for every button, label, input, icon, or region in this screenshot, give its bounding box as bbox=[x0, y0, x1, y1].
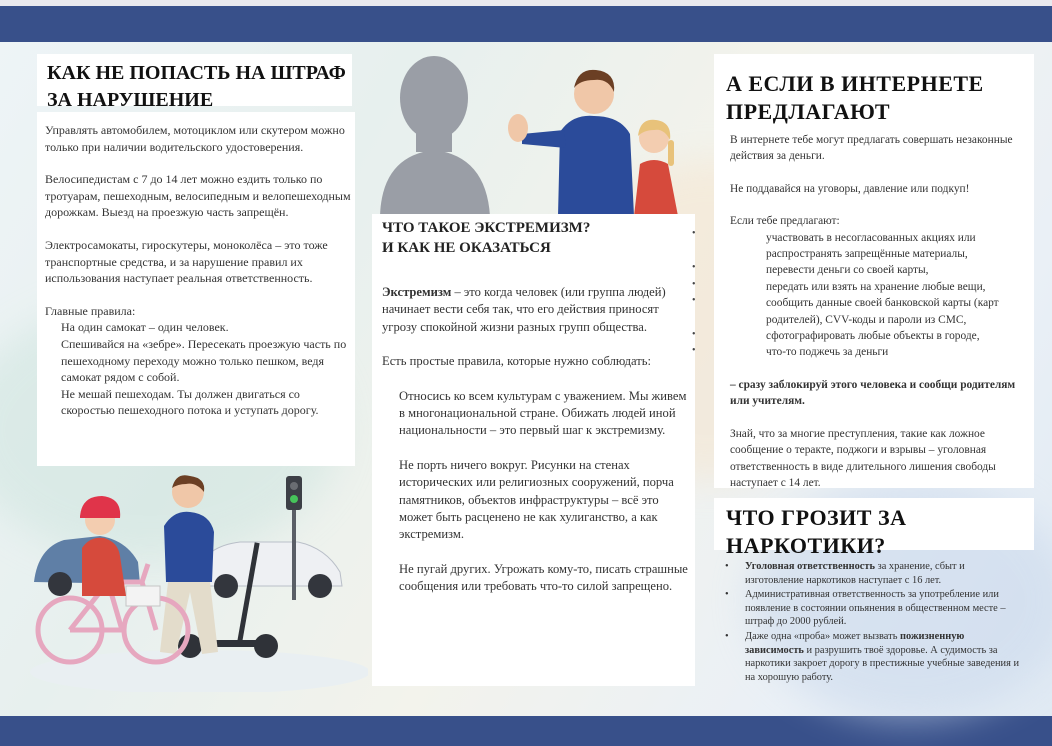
bullet-dot: • bbox=[692, 228, 696, 239]
fine-paragraph: Электросамокаты, гироскутеры, моноколёса – это тоже транспортные средства, и за нарушение правил их использования наступает реальная ответственность. bbox=[45, 237, 328, 286]
bullet-dot: • bbox=[692, 279, 696, 290]
offer-item: перевести деньги со своей карты, bbox=[766, 264, 929, 277]
internet-paragraph: Не поддавайся на уговоры, давление или подкуп! bbox=[730, 182, 970, 195]
drugs-item: • Уголовная ответственность за хранение, сбыт и изготовление наркотиков наступает с 16 лет. bbox=[725, 560, 1025, 587]
drugs-list bbox=[725, 560, 1025, 685]
rule-item: Спешивайся на «зебре». Пересекать проезжую часть по пешеходному переходу можно только пешком, ведя самокат рядом с собой. bbox=[61, 336, 347, 385]
extremism-rules-intro: Есть простые правила, которые нужно соблюдать: bbox=[382, 354, 652, 369]
bullet-dot: • bbox=[692, 295, 696, 306]
drugs-item: • Административная ответственность за употребление или появление в состоянии опьянения в общественном месте – штраф до 2000 рублей. bbox=[725, 588, 1025, 629]
top-band bbox=[0, 0, 1052, 42]
stop-gesture-illustration bbox=[372, 52, 690, 216]
offer-item: передать или взять на хранение любые вещи, bbox=[766, 280, 986, 293]
extremism-rule: Относись ко всем культурам с уважением. Мы живем в многонациональной стране. Обижать людей иной национальности – это первый шаг к экстремизму. bbox=[399, 388, 687, 438]
extremism-panel bbox=[372, 214, 695, 686]
fine-title-panel bbox=[37, 54, 352, 111]
cyclist-scooter-illustration bbox=[30, 472, 368, 692]
extremism-rule: Не пугай других. Угрожать кому-то, писать страшные сообщения или требовать что-то силой запрещено. bbox=[399, 561, 688, 594]
drugs-item: • Даже одна «проба» может вызвать пожизненную зависимость и разрушить твоё здоровье. А судимость за наркотики закроет дорогу в престижные учебные заведения и на хорошую работу. bbox=[725, 630, 1025, 684]
silhouette-figure bbox=[380, 56, 490, 216]
internet-title: А ЕСЛИ В ИНТЕРНЕТЕ ПРЕДЛАГАЮТ bbox=[726, 71, 984, 124]
internet-warning: Знай, что за многие преступления, такие как ложное сообщение о теракте, поджоги и взрывы – уголовная ответственность в виде длительного лишения свободы наступает с 14 лет. bbox=[730, 427, 996, 489]
rules-heading: Главные правила: bbox=[45, 303, 136, 318]
fine-body-panel bbox=[37, 112, 355, 466]
extremism-title-line: ЧТО ТАКОЕ ЭКСТРЕМИЗМ? bbox=[382, 220, 591, 236]
fine-title: КАК НЕ ПОПАСТЬ НА ШТРАФ ЗА НАРУШЕНИЕ bbox=[47, 62, 346, 111]
bullet-dot: • bbox=[692, 329, 696, 340]
offer-item: участвовать в несогласованных акциях или bbox=[766, 231, 976, 244]
offer-item: родителей), CVV-коды и пароли из СМС, bbox=[766, 313, 967, 326]
offer-item: распространять запрещённые материалы, bbox=[766, 248, 968, 261]
internet-action: – сразу заблокируй этого человека и сообщи родителям или учителям. bbox=[730, 378, 1016, 408]
girl-figure bbox=[634, 120, 678, 216]
drugs-title-panel bbox=[714, 498, 1034, 558]
bottom-band bbox=[0, 716, 1052, 746]
drugs-title: ЧТО ГРОЗИТ ЗА НАРКОТИКИ? bbox=[726, 505, 907, 558]
extremism-title-line: И КАК НЕ ОКАЗАТЬСЯ bbox=[382, 240, 551, 256]
boy-figure bbox=[508, 70, 634, 216]
car-right bbox=[196, 542, 342, 598]
rule-item: Не мешай пешеходам. Ты должен двигаться со скоростью пешеходного потока и уступать дорогу. bbox=[61, 386, 319, 418]
internet-paragraph: В интернете тебе могут предлагать совершать незаконные действия за деньги. bbox=[730, 134, 1013, 163]
internet-panel bbox=[714, 54, 1034, 488]
rule-item: На один самокат – один человек. bbox=[61, 320, 229, 335]
offer-item: что-то поджечь за деньги bbox=[766, 346, 889, 359]
extremism-rule: Не порть ничего вокруг. Рисунки на стенах исторических или религиозных сооружений, порча памятников, объектов инфраструктуры – всё это может быть расценено не как хулиганство, а как экстремизм. bbox=[399, 457, 674, 542]
fine-paragraph: Управлять автомобилем, мотоциклом или скутером можно только при наличии водительского удостоверения. bbox=[45, 123, 345, 154]
offer-item: сфотографировать любые объекты в городе, bbox=[766, 330, 980, 343]
extremism-definition: Экстремизм – это когда человек (или группа людей) начинает вести себя так, что его действия приносят угрозу спокойной жизни разных групп общества. bbox=[382, 285, 666, 334]
extremism-term: Экстремизм bbox=[382, 285, 452, 299]
bike-basket bbox=[126, 586, 160, 606]
fine-paragraph: Велосипедистам с 7 до 14 лет можно ездить только по тротуарам, пешеходным, велосипедным и велопешеходным дорожкам. Выезд на проезжую часть запрещён. bbox=[45, 172, 351, 220]
offer-item: сообщить данные своей банковской карты (карт bbox=[766, 297, 999, 310]
bullet-dot: • bbox=[692, 345, 696, 356]
offers-intro: Если тебе предлагают: bbox=[730, 215, 840, 228]
bullet-dot: • bbox=[692, 262, 696, 273]
